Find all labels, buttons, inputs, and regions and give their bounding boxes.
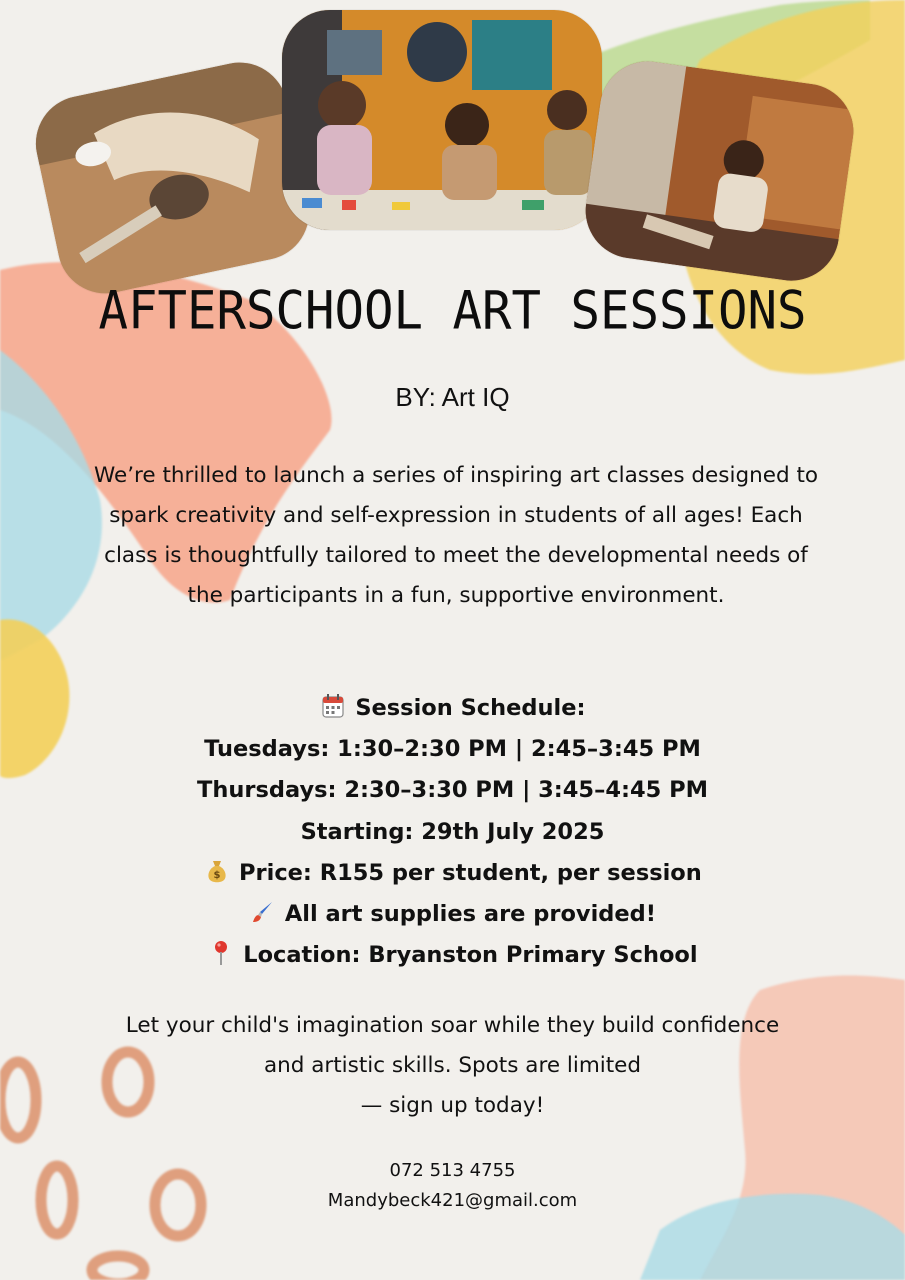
money-bag-icon bbox=[203, 853, 231, 894]
intro-paragraph: We’re thrilled to launch a series of inspiring art classes designed to spark creativity and self-expression in students of all ages! Each class is thoughtfully tailored to meet the developmental needs of the participants in a fun, supportive environment. bbox=[93, 463, 819, 608]
svg-text:$: $ bbox=[213, 869, 221, 881]
location: Location: Bryanston Primary School bbox=[243, 942, 698, 969]
schedule-heading-row bbox=[0, 688, 905, 729]
phone-number: 072 513 4755 bbox=[389, 1160, 516, 1181]
paintbrush-icon bbox=[249, 894, 277, 935]
email-address: Mandybeck421@gmail.com bbox=[327, 1190, 578, 1211]
supplies: All art supplies are provided! bbox=[284, 901, 657, 928]
children-painting-photo bbox=[282, 10, 602, 230]
schedule-heading: Session Schedule: bbox=[355, 695, 586, 721]
location-row bbox=[0, 935, 905, 976]
closing-line-1: Let your child's imagination soar while they build confidence bbox=[125, 1013, 780, 1038]
thursdays-times: Thursdays: 2:30–3:30 PM | 3:45–4:45 PM bbox=[196, 777, 709, 804]
price: Price: R155 per student, per session bbox=[239, 859, 702, 886]
session-details bbox=[0, 688, 905, 976]
closing-line-2: and artistic skills. Spots are limited bbox=[263, 1053, 642, 1078]
flyer-title: AFTERSCHOOL ART SESSIONS bbox=[98, 279, 807, 342]
price-row bbox=[0, 853, 905, 894]
child-drawing-photo bbox=[579, 55, 859, 287]
contact-info bbox=[0, 1156, 905, 1216]
tuesdays-times: Tuesdays: 1:30–2:30 PM | 2:45–3:45 PM bbox=[204, 736, 701, 763]
closing-line-3: — sign up today! bbox=[360, 1093, 545, 1118]
closing-message bbox=[80, 1006, 825, 1126]
byline: BY: Art IQ bbox=[395, 382, 510, 412]
start-date: Starting: 29th July 2025 bbox=[300, 818, 605, 845]
calendar-icon bbox=[319, 688, 347, 729]
supplies-row bbox=[0, 894, 905, 935]
pin-icon bbox=[207, 935, 235, 976]
